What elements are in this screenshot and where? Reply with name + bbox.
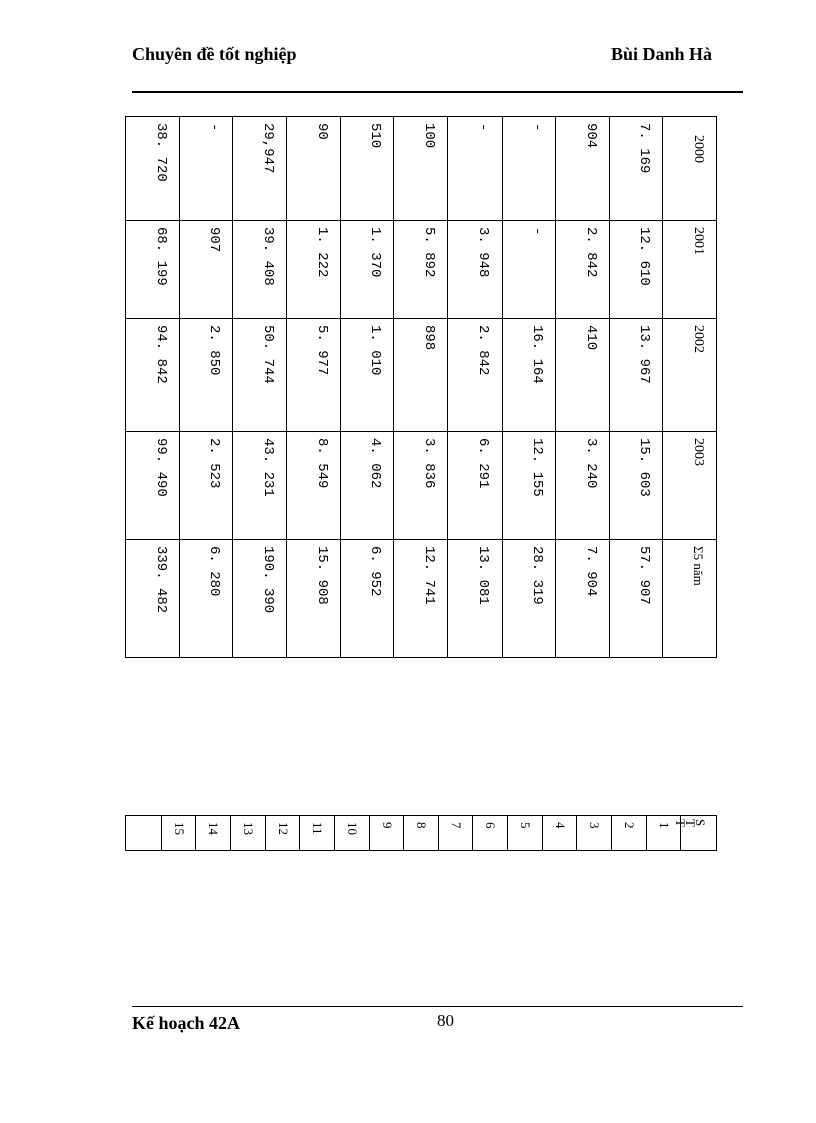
page-number: 80 [437, 1011, 454, 1030]
stt-cell [404, 816, 439, 851]
table-cell: 6. 952 [367, 546, 384, 597]
cell [233, 319, 287, 432]
table-cell: 907 [206, 227, 223, 253]
table-cell: 12. 610 [635, 227, 652, 286]
table-cell: 94. 842 [153, 325, 169, 384]
stt-cell [161, 816, 196, 851]
stt-cell [612, 816, 647, 851]
cell [555, 117, 609, 221]
stt-number: 8 [414, 822, 430, 829]
cell [448, 540, 502, 658]
table-cell: 43. 231 [260, 438, 277, 497]
cell [502, 540, 555, 658]
table-cell: 28. 319 [528, 546, 545, 605]
table-cell: 15. 908 [314, 546, 331, 605]
cell [341, 432, 394, 540]
cell [609, 221, 662, 319]
cell [662, 117, 716, 221]
cell [180, 319, 233, 432]
table-cell: 904 [582, 123, 599, 149]
header-author: Bùi Danh Hà [610, 44, 712, 64]
table-cell: 190. 390 [260, 546, 277, 614]
table-cell: 39. 408 [260, 227, 277, 286]
cell [662, 540, 716, 658]
table-cell: 57. 907 [635, 546, 652, 605]
stt-cell [196, 816, 231, 851]
table-cell: 12. 741 [421, 546, 438, 605]
stt-table [125, 815, 717, 851]
table-cell: 3. 836 [421, 438, 438, 489]
cell [609, 432, 662, 540]
table-cell: 4. 062 [367, 438, 384, 489]
cell [287, 117, 341, 221]
table-cell: 7. 904 [582, 546, 599, 597]
cell [448, 319, 502, 432]
cell [180, 221, 233, 319]
cell [180, 432, 233, 540]
cell [662, 221, 716, 319]
table-cell: 7. 169 [635, 123, 652, 174]
table-cell: 3. 240 [582, 438, 599, 489]
table-cell: 1. 222 [314, 227, 331, 278]
table-cell: 410 [582, 325, 599, 351]
table-cell: 898 [421, 325, 438, 351]
cell [555, 540, 609, 658]
cell [394, 540, 448, 658]
cell [126, 540, 180, 658]
table-cell: 38. 720 [153, 123, 169, 182]
cell [394, 117, 448, 221]
cell [394, 221, 448, 319]
stt-number: 4 [552, 822, 568, 829]
cell [502, 432, 555, 540]
stt-number: 11 [310, 822, 326, 835]
cell [502, 117, 555, 221]
table-cell: 100 [421, 123, 438, 149]
cell [126, 319, 180, 432]
header-rule [132, 91, 743, 93]
header-title: Chuyên đề tốt nghiệp [132, 44, 297, 64]
cell [341, 221, 394, 319]
stt-number: 7 [448, 822, 464, 829]
table-cell: 16. 164 [528, 325, 545, 384]
cell [287, 319, 341, 432]
table-cell: 3. 948 [475, 227, 492, 278]
footer-class: Kế hoạch 42A [132, 1013, 240, 1033]
table-cell: 1. 370 [367, 227, 384, 278]
cell [448, 117, 502, 221]
table-cell: 2. 842 [475, 325, 492, 376]
table-cell: 339. 482 [153, 546, 169, 614]
stt-number: 10 [344, 822, 360, 835]
stt-cell [334, 816, 369, 851]
cell [394, 432, 448, 540]
stt-number: 13 [240, 822, 256, 835]
cell [502, 221, 555, 319]
cell [287, 221, 341, 319]
stt-cell [369, 816, 404, 851]
cell [233, 432, 287, 540]
cell [233, 540, 287, 658]
stt-number: 9 [379, 822, 395, 829]
cell [341, 319, 394, 432]
table-cell: 2. 842 [582, 227, 599, 278]
cell [448, 221, 502, 319]
stt-cell [126, 816, 162, 851]
year-header: 2002 [690, 325, 706, 353]
cell [662, 319, 716, 432]
cell [341, 540, 394, 658]
table-cell: 6. 291 [475, 438, 492, 489]
table-cell: 2. 850 [206, 325, 223, 376]
stt-cell [230, 816, 265, 851]
data-table [125, 116, 717, 658]
table-cell: - [528, 123, 545, 132]
cell [126, 221, 180, 319]
table-cell: 2. 523 [206, 438, 223, 489]
stt-header: STT [673, 819, 709, 827]
cell [609, 319, 662, 432]
stt-number: 1 [656, 822, 672, 829]
table-cell: 12. 155 [528, 438, 545, 497]
stt-cell [473, 816, 508, 851]
stt-number: 2 [622, 822, 638, 829]
table-cell: 1. 010 [367, 325, 384, 376]
table-cell: 13. 081 [475, 546, 492, 605]
table-cell: 13. 967 [635, 325, 652, 384]
cell [287, 540, 341, 658]
stt-cell [508, 816, 543, 851]
cell [609, 540, 662, 658]
cell [180, 540, 233, 658]
cell [555, 221, 609, 319]
stt-number: 15 [171, 822, 187, 835]
table-cell: 5. 892 [421, 227, 438, 278]
cell [555, 319, 609, 432]
stt-cell [300, 816, 335, 851]
cell [180, 117, 233, 221]
table-cell: 15. 603 [635, 438, 652, 497]
table-cell: 510 [367, 123, 384, 149]
table-cell: 29,947 [260, 123, 277, 174]
cell [126, 117, 180, 221]
table-cell: 90 [314, 123, 331, 140]
cell [233, 221, 287, 319]
stt-cell [673, 816, 717, 851]
table-cell: - [528, 227, 545, 236]
cell [555, 432, 609, 540]
stt-cell [438, 816, 473, 851]
stt-number: 12 [275, 822, 291, 835]
table-cell: 50. 744 [260, 325, 277, 384]
table-cell: 99. 490 [153, 438, 169, 497]
footer-rule [132, 1006, 743, 1007]
total-header: Σ5 năm [690, 546, 706, 586]
stt-number: 6 [483, 822, 499, 829]
table-cell: 68. 199 [153, 227, 169, 286]
cell [126, 432, 180, 540]
cell [609, 117, 662, 221]
stt-number: 5 [518, 822, 534, 829]
table-cell: 8. 549 [314, 438, 331, 489]
cell [233, 117, 287, 221]
stt-cell [542, 816, 577, 851]
stt-cell [577, 816, 612, 851]
year-header: 2001 [690, 227, 706, 255]
cell [394, 319, 448, 432]
stt-number: 14 [206, 822, 222, 835]
cell [662, 432, 716, 540]
table-cell: - [475, 123, 492, 132]
cell [287, 432, 341, 540]
cell [448, 432, 502, 540]
stt-cell [265, 816, 300, 851]
table-cell: 6. 280 [206, 546, 223, 597]
stt-number: 3 [587, 822, 603, 829]
year-header: 2000 [690, 135, 706, 163]
cell [502, 319, 555, 432]
cell [341, 117, 394, 221]
table-cell: - [206, 123, 223, 132]
year-header: 2003 [690, 438, 706, 466]
table-cell: 5. 977 [314, 325, 331, 376]
